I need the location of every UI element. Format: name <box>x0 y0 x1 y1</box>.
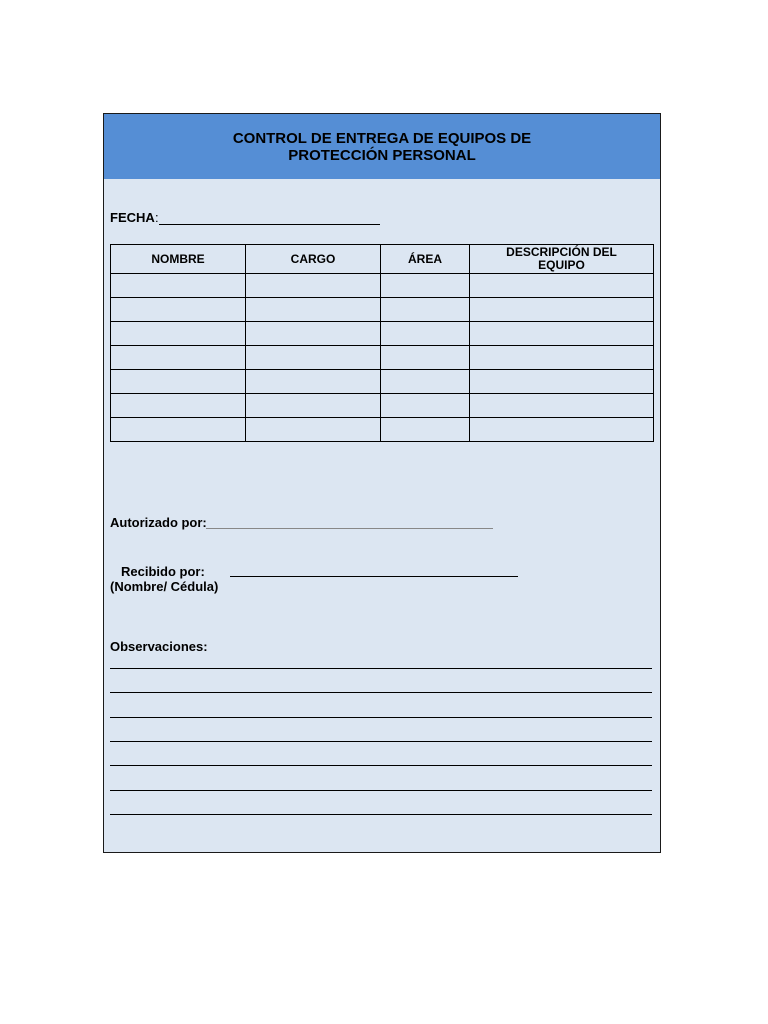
recibido-sublabel: (Nombre/ Cédula) <box>110 579 219 594</box>
table-cell[interactable] <box>470 370 654 394</box>
table-row <box>111 394 654 418</box>
form-sheet <box>103 113 661 853</box>
observaciones-line[interactable] <box>110 765 652 766</box>
table-cell[interactable] <box>470 394 654 418</box>
table-cell[interactable] <box>381 370 470 394</box>
observaciones-line[interactable] <box>110 692 652 693</box>
observaciones-line[interactable] <box>110 814 652 815</box>
table-cell[interactable] <box>470 274 654 298</box>
autorizado-field-line[interactable] <box>206 528 493 529</box>
table-cell[interactable] <box>470 346 654 370</box>
table-cell[interactable] <box>470 322 654 346</box>
observaciones-line[interactable] <box>110 668 652 669</box>
table-cell[interactable] <box>111 346 246 370</box>
table-cell[interactable] <box>246 346 381 370</box>
table-cell[interactable] <box>246 394 381 418</box>
table-cell[interactable] <box>381 394 470 418</box>
fecha-colon: : <box>155 210 159 225</box>
table-row <box>111 322 654 346</box>
col-header-descripcion-line1: DESCRIPCIÓN DEL <box>506 245 617 259</box>
table-cell[interactable] <box>246 322 381 346</box>
table-row <box>111 370 654 394</box>
table-row <box>111 298 654 322</box>
table-row <box>111 274 654 298</box>
table-cell[interactable] <box>381 274 470 298</box>
table-cell[interactable] <box>381 418 470 442</box>
fecha-label: FECHA <box>110 210 155 225</box>
table-cell[interactable] <box>111 322 246 346</box>
table-cell[interactable] <box>111 370 246 394</box>
table-cell[interactable] <box>381 298 470 322</box>
form-title-line2: PROTECCIÓN PERSONAL <box>288 147 476 164</box>
table-header-row <box>111 245 654 274</box>
observaciones-line[interactable] <box>110 717 652 718</box>
table-cell[interactable] <box>381 346 470 370</box>
table-row <box>111 418 654 442</box>
col-header-cargo: CARGO <box>246 245 381 274</box>
recibido-field-line[interactable] <box>230 576 518 577</box>
form-title-line1: CONTROL DE ENTREGA DE EQUIPOS DE <box>232 130 532 147</box>
col-header-descripcion-line2: EQUIPO <box>538 258 585 272</box>
col-header-area: ÁREA <box>381 245 470 274</box>
table-cell[interactable] <box>381 322 470 346</box>
table-cell[interactable] <box>111 394 246 418</box>
table-cell[interactable] <box>246 370 381 394</box>
table-row <box>111 346 654 370</box>
form-header <box>104 114 660 179</box>
autorizado-label: Autorizado por: <box>110 515 207 530</box>
equipment-table <box>110 244 654 442</box>
table-cell[interactable] <box>111 274 246 298</box>
table-cell[interactable] <box>470 298 654 322</box>
table-cell[interactable] <box>111 418 246 442</box>
col-header-descripcion <box>470 245 654 274</box>
recibido-label: Recibido por: <box>121 564 205 579</box>
table-cell[interactable] <box>470 418 654 442</box>
observaciones-label: Observaciones: <box>110 639 208 654</box>
col-header-nombre: NOMBRE <box>111 245 246 274</box>
observaciones-line[interactable] <box>110 741 652 742</box>
table-cell[interactable] <box>246 418 381 442</box>
table-cell[interactable] <box>111 298 246 322</box>
table-cell[interactable] <box>246 274 381 298</box>
fecha-field-line[interactable] <box>159 224 380 225</box>
observaciones-line[interactable] <box>110 790 652 791</box>
table-cell[interactable] <box>246 298 381 322</box>
